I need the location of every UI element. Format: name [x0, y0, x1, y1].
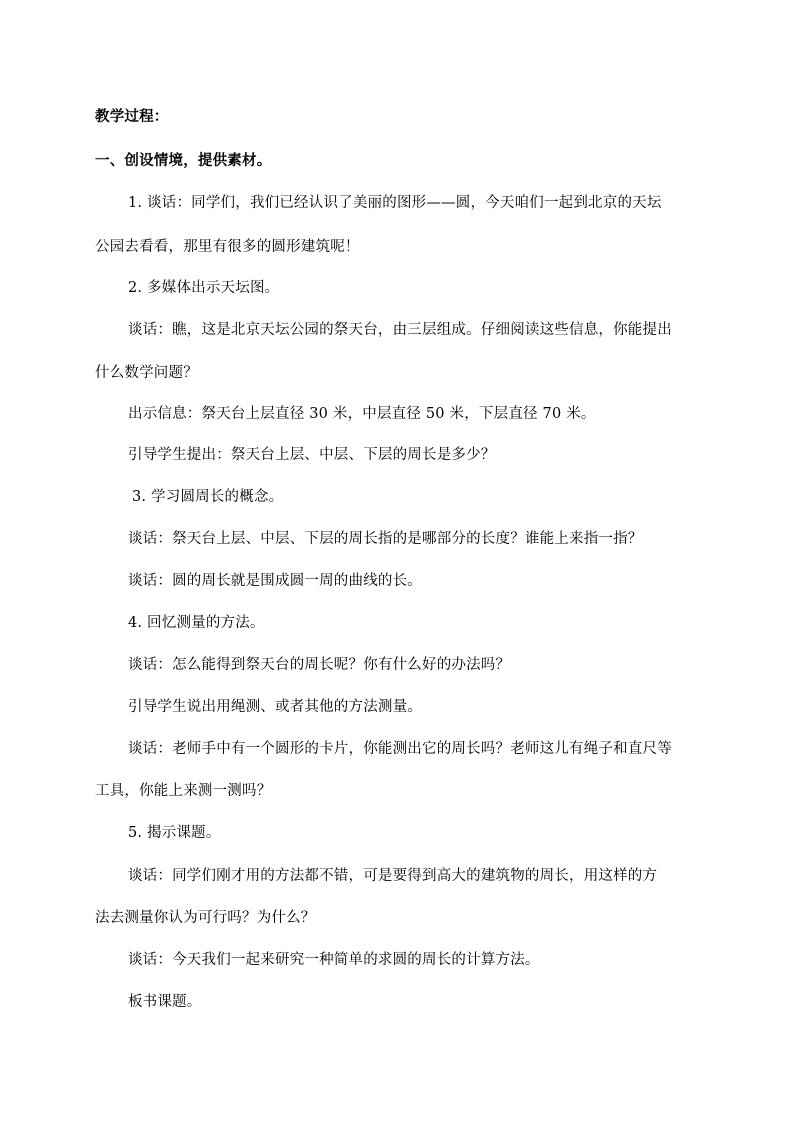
paragraph-line: 谈话：怎么能得到祭天台的周长呢？你有什么好的办法吗？ — [128, 657, 511, 673]
paragraph-line: 4. 回忆测量的方法。 — [128, 615, 265, 631]
paragraph-line: 法去测量你认为可行吗？为什么？ — [95, 910, 316, 926]
paragraph-line: 谈话：祭天台上层、中层、下层的周长指的是哪部分的长度？谁能上来指一指？ — [128, 531, 643, 547]
paragraph-line: 谈话：瞧，这是北京天坛公园的祭天台，由三层组成。仔细阅读这些信息，你能提出 — [128, 322, 672, 338]
paragraph-line: 什么数学问题？ — [95, 365, 198, 381]
paragraph-line: 工具，你能上来测一测吗？ — [95, 783, 272, 799]
paragraph-line: 3. 学习圆周长的概念。 — [132, 489, 284, 505]
paragraph-line: 引导学生说出用绳测、或者其他的方法测量。 — [128, 699, 422, 715]
paragraph-line: 1. 谈话：同学们，我们已经认识了美丽的图形——圆，今天咱们一起到北京的天坛 — [128, 195, 662, 211]
paragraph-line: 5. 揭示课题。 — [128, 825, 221, 841]
paragraph-line: 谈话：圆的周长就是围成圆一周的曲线的长。 — [128, 573, 422, 589]
paragraph-line: 公园去看看，那里有很多的圆形建筑呢！ — [95, 239, 360, 255]
document-heading: 教学过程： — [95, 108, 169, 125]
paragraph-line: 2. 多媒体出示天坛图。 — [128, 280, 280, 296]
section-title: 一、创设情境，提供素材。 — [95, 152, 272, 169]
paragraph-line: 出示信息：祭天台上层直径 30 米，中层直径 50 米，下层直径 70 米。 — [128, 406, 596, 422]
paragraph-line: 引导学生提出：祭天台上层、中层、下层的周长是多少？ — [128, 447, 496, 463]
paragraph-line: 谈话：今天我们一起来研究一种简单的求圆的周长的计算方法。 — [128, 952, 540, 968]
paragraph-line: 板书课题。 — [128, 994, 202, 1010]
paragraph-line: 谈话：老师手中有一个圆形的卡片，你能测出它的周长吗？老师这儿有绳子和直尺等 — [128, 741, 672, 757]
paragraph-line: 谈话：同学们刚才用的方法都不错，可是要得到高大的建筑物的周长，用这样的方 — [128, 868, 658, 884]
